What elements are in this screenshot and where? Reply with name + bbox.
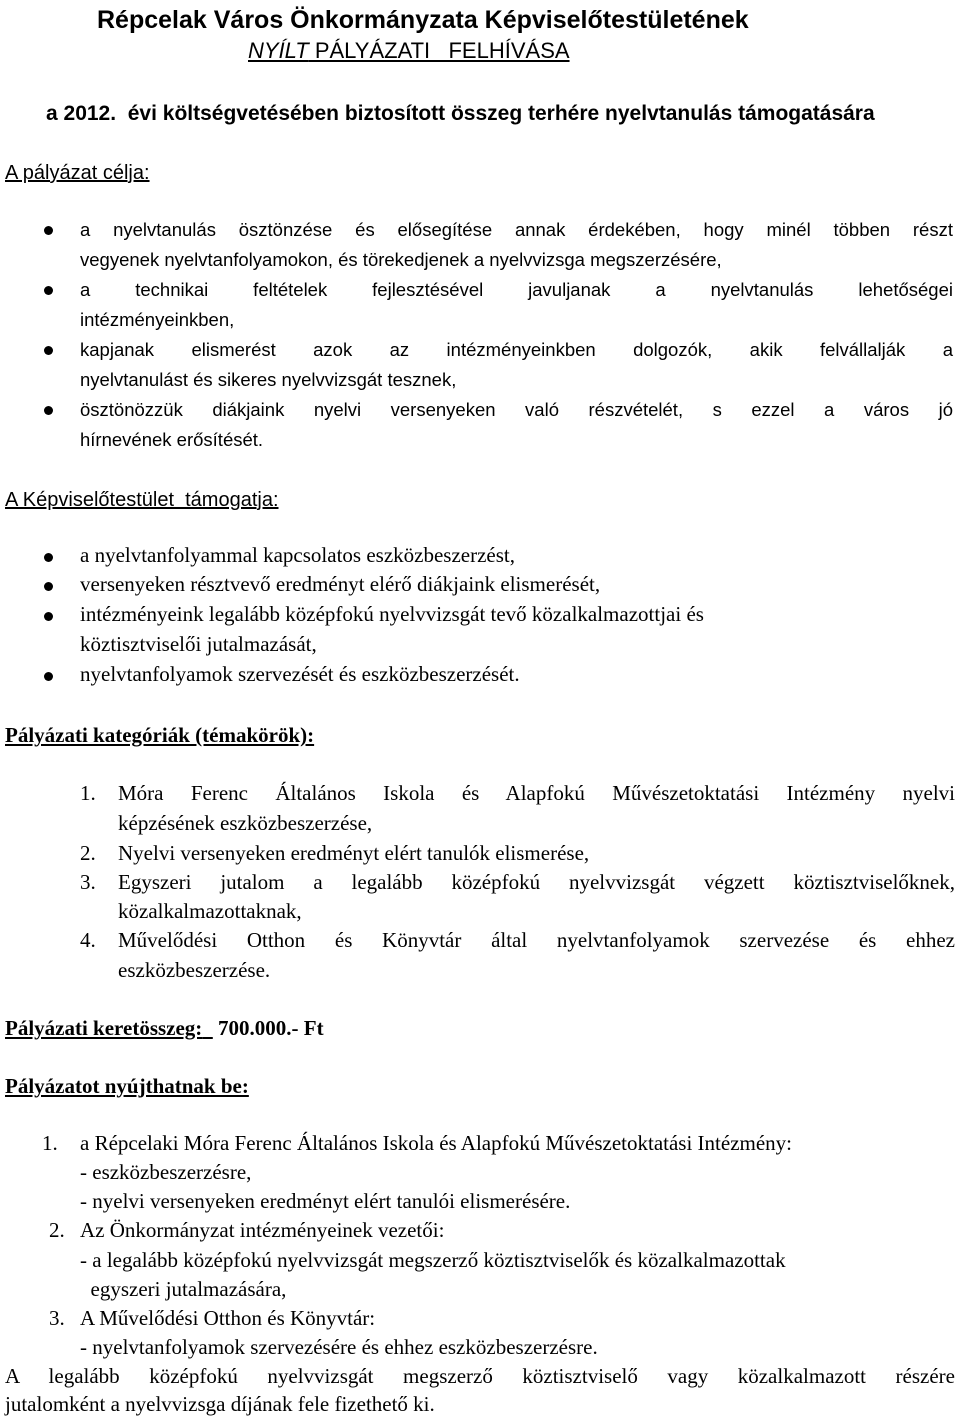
applicant-2-line-3: egyszeri jutalmazására, <box>80 1277 287 1301</box>
applicant-1-line-3: - nyelvi versenyeken eredményt elért tanulói elismerésére. <box>80 1189 571 1213</box>
applicant-3-line-2: - nyelvtanfolyamok szervezésére és ehhez eszközbeszerzésre. <box>80 1335 598 1359</box>
category-3-line-2: közalkalmazottaknak, <box>118 899 302 923</box>
aim-item-2-line-2: intézményeinkben, <box>80 309 235 330</box>
footer-line-2: jutalomként a nyelvvizsga díjának fele fizethető ki. <box>5 1392 435 1416</box>
aim-item-1-line-2: vegyenek nyelvtanfolyamokon, és törekedjenek a nyelvvizsga megszerzésére, <box>80 249 722 270</box>
aim-heading: A pályázat célja: <box>5 162 150 184</box>
aim-item-4-line-2: hírnevének erősítését. <box>80 429 264 450</box>
support-item-4: nyelvtanfolyamok szervezését és eszközbeszerzését. <box>80 662 520 686</box>
applicant-2-number: 2. <box>49 1218 65 1242</box>
aim-item-2-line-1: a technikai feltételek fejlesztésével javuljanak a nyelvtanulás lehetőségei <box>80 279 953 300</box>
support-item-3-line-1: intézményeink legalább középfokú nyelvvizsgát tevő közalkalmazottjai és <box>80 602 704 626</box>
category-3-number: 3. <box>80 870 96 894</box>
aim-item-4-line-1: ösztönözzük diákjaink nyelvi versenyeken való részvételét, s ezzel a város jó <box>80 399 953 420</box>
applicant-1-line-1: a Répcelaki Móra Ferenc Általános Iskola és Alapfokú Művészetoktatási Intézmény: <box>80 1131 793 1155</box>
subtitle-italic: NYÍLT <box>248 38 309 63</box>
document-title: Répcelak Város Önkormányzata Képviselőtestületének <box>97 6 749 34</box>
bullet-icon <box>44 553 53 562</box>
applicant-2-line-1: Az Önkormányzat intézményeinek vezetői: <box>80 1218 445 1242</box>
aim-item-3-line-1: kapjanak elismerést azok az intézményeinkben dolgozók, akik felvállalják a <box>80 339 953 360</box>
categories-heading: Pályázati kategóriák (témakörök): <box>5 723 315 747</box>
bullet-icon <box>44 582 53 591</box>
document-subtitle <box>248 38 570 64</box>
category-4-number: 4. <box>80 928 96 952</box>
applicant-3-line-1: A Művelődési Otthon és Könyvtár: <box>80 1306 376 1330</box>
support-heading: A Képviselőtestület támogatja: <box>5 489 279 511</box>
aim-item-1-line-1: a nyelvtanulás ösztönzése és elősegítése annak érdekében, hogy minél többen részt <box>80 219 953 240</box>
footer-line-1: A legalább középfokú nyelvvizsgát megszerző köztisztviselő vagy közalkalmazott részére <box>5 1364 955 1388</box>
applicant-3-number: 3. <box>49 1306 65 1330</box>
bullet-icon <box>44 286 53 295</box>
support-item-3-line-2: köztisztviselői jutalmazását, <box>80 632 317 656</box>
category-1-line-1: Móra Ferenc Általános Iskola és Alapfokú Művészetoktatási Intézmény nyelvi <box>118 781 955 805</box>
category-2-line-1: Nyelvi versenyeken eredményt elért tanulók elismerése, <box>118 841 590 865</box>
subtitle-rest: PÁLYÁZATI FELHÍVÁSA <box>308 38 570 63</box>
support-item-1: a nyelvtanfolyammal kapcsolatos eszközbeszerzést, <box>80 543 515 567</box>
category-4-line-1: Művelődési Otthon és Könyvtár által nyelvtanfolyamok szervezése és ehhez <box>118 928 955 952</box>
category-1-number: 1. <box>80 781 96 805</box>
support-item-2: versenyeken résztvevő eredményt elérő diákjaink elismerését, <box>80 572 601 596</box>
budget-amount: 700.000.- Ft <box>218 1016 324 1040</box>
bullet-icon <box>44 406 53 415</box>
bullet-icon <box>44 226 53 235</box>
budget-label: Pályázati keretösszeg: <box>5 1016 203 1040</box>
category-4-line-2: eszközbeszerzése. <box>118 958 271 982</box>
applicants-heading: Pályázatot nyújthatnak be: <box>5 1074 249 1098</box>
category-1-line-2: képzésének eszközbeszerzése, <box>118 811 373 835</box>
aim-item-3-line-2: nyelvtanulást és sikeres nyelvvizsgát tesznek, <box>80 369 457 390</box>
applicant-1-number: 1. <box>42 1131 58 1155</box>
bullet-icon <box>44 346 53 355</box>
bullet-icon <box>44 612 53 621</box>
budget-purpose-line: a 2012. évi költségvetésében biztosított összeg terhére nyelvtanulás támogatására <box>46 102 875 125</box>
applicant-1-line-2: - eszközbeszerzésre, <box>80 1160 252 1184</box>
applicant-2-line-2: - a legalább középfokú nyelvvizsgát megszerző köztisztviselők és közalkalmazottak <box>80 1248 786 1272</box>
category-3-line-1: Egyszeri jutalom a legalább középfokú nyelvvizsgát végzett köztisztviselőknek, <box>118 870 955 894</box>
bullet-icon <box>44 672 53 681</box>
category-2-number: 2. <box>80 841 96 865</box>
budget-row <box>5 1016 324 1040</box>
